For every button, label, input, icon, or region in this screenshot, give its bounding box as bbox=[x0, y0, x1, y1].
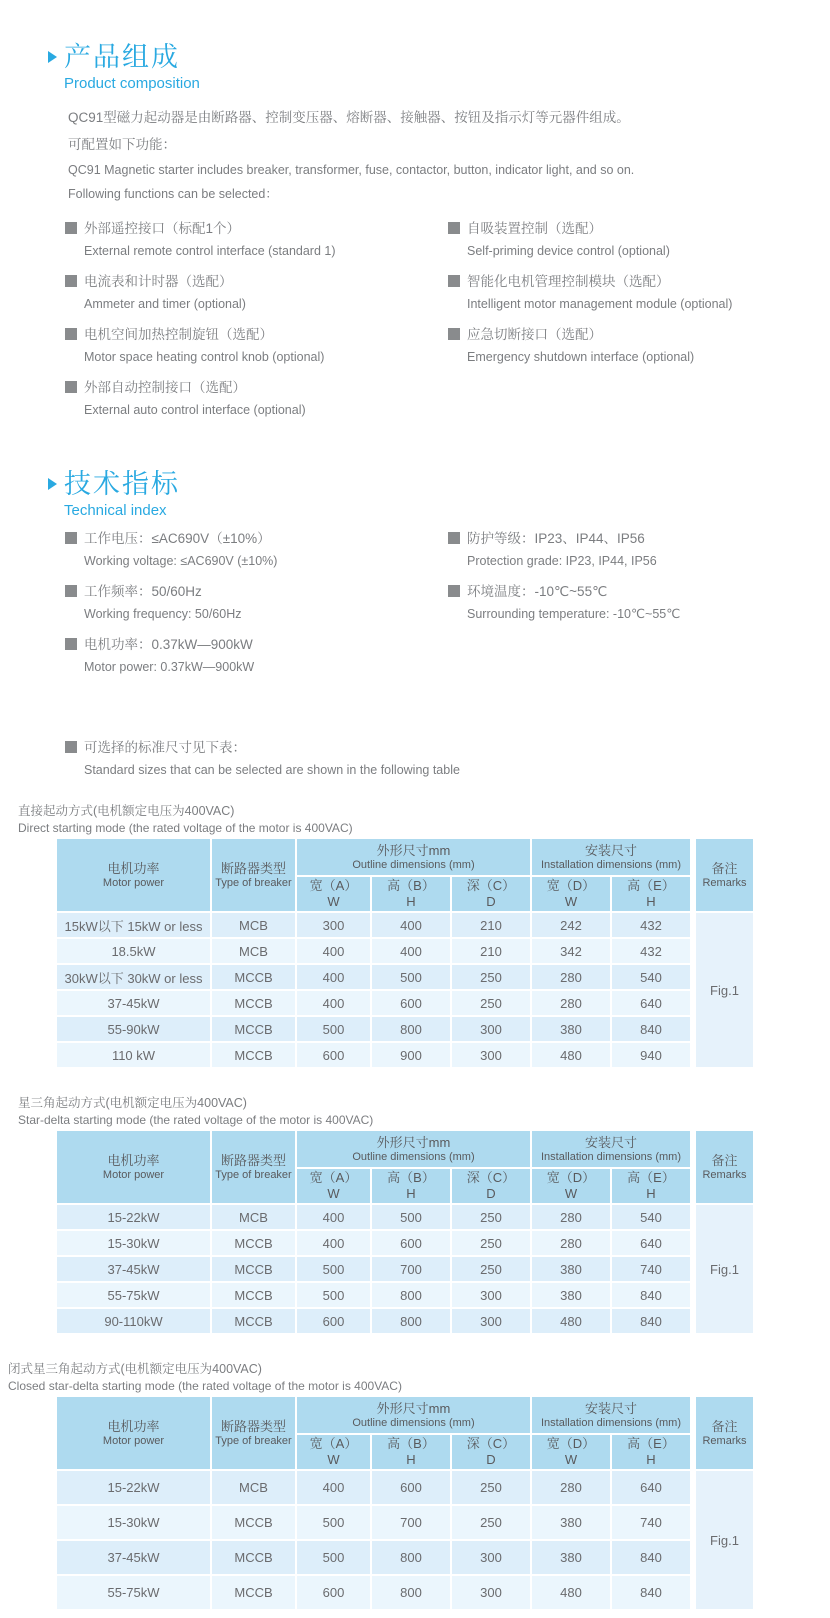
table-caption bbox=[8, 1361, 830, 1394]
table-cell: 640 bbox=[612, 991, 692, 1017]
feature-en: Ammeter and timer (optional) bbox=[84, 297, 246, 311]
feature-column-right bbox=[448, 218, 830, 430]
spec-zh: 工作频率：50/60Hz bbox=[84, 584, 202, 599]
table-cell: 600 bbox=[297, 1043, 372, 1069]
table-cell: 400 bbox=[297, 1471, 372, 1506]
spec-item bbox=[65, 528, 448, 572]
note-en: Standard sizes that can be selected are shown in the following table bbox=[84, 763, 460, 777]
table-cell: MCB bbox=[212, 913, 297, 939]
table-cell: MCCB bbox=[212, 1576, 297, 1611]
table-row bbox=[57, 1043, 755, 1069]
table-cell: 400 bbox=[297, 965, 372, 991]
col-breaker-type: 断路器类型 Type of breaker bbox=[212, 1397, 297, 1471]
table-cell: 640 bbox=[612, 1231, 692, 1257]
table-cell: 840 bbox=[612, 1283, 692, 1309]
square-bullet-icon bbox=[448, 275, 460, 287]
table-cell: 500 bbox=[372, 1205, 452, 1231]
feature-item bbox=[65, 271, 448, 315]
spec-zh: 工作电压：≤AC690V（±10%） bbox=[84, 531, 271, 546]
table-cell: 840 bbox=[612, 1541, 692, 1576]
table-row bbox=[57, 939, 755, 965]
table-cell: 15kW以下 15kW or less bbox=[57, 913, 212, 939]
table-row bbox=[57, 965, 755, 991]
table-cell: MCCB bbox=[212, 1283, 297, 1309]
table-caption-zh: 星三角起动方式(电机额定电压为400VAC) bbox=[18, 1096, 247, 1110]
table-cell: 18.5kW bbox=[57, 939, 212, 965]
col-height-b: 高（B） H bbox=[372, 877, 452, 913]
table-cell: 600 bbox=[372, 1471, 452, 1506]
col-height-e: 高（E） H bbox=[612, 877, 692, 913]
feature-item bbox=[448, 271, 830, 315]
table-cell: 700 bbox=[372, 1257, 452, 1283]
table-cell: 900 bbox=[372, 1043, 452, 1069]
table-block-direct-starting bbox=[18, 803, 830, 1069]
table-cell: 480 bbox=[532, 1309, 612, 1335]
section-technical-index bbox=[0, 469, 830, 781]
section-title-zh: 技术指标 bbox=[64, 469, 180, 499]
table-cell: 840 bbox=[612, 1576, 692, 1611]
table-cell: 600 bbox=[372, 1231, 452, 1257]
table-remark: Fig.1 bbox=[692, 913, 755, 1069]
col-breaker-type: 断路器类型 Type of breaker bbox=[212, 1131, 297, 1205]
table-cell: 280 bbox=[532, 1231, 612, 1257]
table-cell: 740 bbox=[612, 1506, 692, 1541]
table-cell: 400 bbox=[297, 939, 372, 965]
table-cell: 30kW以下 30kW or less bbox=[57, 965, 212, 991]
table-cell: 700 bbox=[372, 1506, 452, 1541]
table-cell: 840 bbox=[612, 1017, 692, 1043]
col-height-b: 高（B） H bbox=[372, 1435, 452, 1471]
feature-zh: 外部遥控接口（标配1个） bbox=[84, 221, 241, 236]
spec-list bbox=[65, 528, 830, 687]
table-row bbox=[57, 913, 755, 939]
col-motor-power: 电机功率 Motor power bbox=[57, 839, 212, 913]
feature-item bbox=[65, 218, 448, 262]
col-installation-dimensions: 安装尺寸 Installation dimensions (mm) bbox=[532, 839, 692, 877]
table-cell: 800 bbox=[372, 1283, 452, 1309]
col-motor-power: 电机功率 Motor power bbox=[57, 1397, 212, 1471]
table-cell: 480 bbox=[532, 1576, 612, 1611]
table-row bbox=[57, 1471, 755, 1506]
spec-item bbox=[65, 634, 448, 678]
table-cell: 400 bbox=[297, 1205, 372, 1231]
table-cell: MCCB bbox=[212, 1506, 297, 1541]
table-cell: 55-90kW bbox=[57, 1017, 212, 1043]
table-cell: 800 bbox=[372, 1017, 452, 1043]
table-caption bbox=[18, 803, 830, 836]
col-outline-dimensions: 外形尺寸mm Outline dimensions (mm) bbox=[297, 1397, 532, 1435]
table-cell: 250 bbox=[452, 1471, 532, 1506]
table-cell: 940 bbox=[612, 1043, 692, 1069]
col-height-b: 高（B） H bbox=[372, 1169, 452, 1205]
table-cell: 380 bbox=[532, 1506, 612, 1541]
table-block-closed-star-delta bbox=[8, 1361, 830, 1611]
triangle-bullet-icon bbox=[48, 51, 57, 63]
table-cell: 380 bbox=[532, 1257, 612, 1283]
table-cell: 640 bbox=[612, 1471, 692, 1506]
table-row bbox=[57, 1576, 755, 1611]
table-cell: MCCB bbox=[212, 965, 297, 991]
table-cell: 250 bbox=[452, 1506, 532, 1541]
table-cell: 37-45kW bbox=[57, 1541, 212, 1576]
table-cell: 342 bbox=[532, 939, 612, 965]
table-cell: 480 bbox=[532, 1043, 612, 1069]
feature-en: External remote control interface (standard 1) bbox=[84, 244, 336, 258]
table-cell: 800 bbox=[372, 1541, 452, 1576]
table-cell: 500 bbox=[372, 965, 452, 991]
table-caption-en: Closed star-delta starting mode (the rated voltage of the motor is 400VAC) bbox=[8, 1379, 402, 1393]
table-body bbox=[57, 1205, 755, 1335]
feature-zh: 电流表和计时器（选配） bbox=[84, 274, 233, 289]
square-bullet-icon bbox=[448, 532, 460, 544]
table-row bbox=[57, 1205, 755, 1231]
spec-en: Working voltage: ≤AC690V (±10%) bbox=[84, 554, 278, 568]
feature-item bbox=[65, 377, 448, 421]
table-cell: 500 bbox=[297, 1541, 372, 1576]
note-zh: 可选择的标准尺寸见下表： bbox=[84, 740, 246, 755]
intro-zh-line2: 可配置如下功能： bbox=[68, 137, 176, 152]
table-cell: MCCB bbox=[212, 1309, 297, 1335]
square-bullet-icon bbox=[65, 381, 77, 393]
col-width-d: 宽（D） W bbox=[532, 1435, 612, 1471]
table-block-star-delta bbox=[18, 1095, 830, 1335]
square-bullet-icon bbox=[65, 585, 77, 597]
col-remarks: 备注 Remarks bbox=[692, 1131, 755, 1205]
square-bullet-icon bbox=[65, 638, 77, 650]
col-width-d: 宽（D） W bbox=[532, 877, 612, 913]
spec-en: Surrounding temperature: -10℃~55℃ bbox=[467, 607, 681, 621]
table-cell: 300 bbox=[297, 913, 372, 939]
square-bullet-icon bbox=[448, 585, 460, 597]
spec-table-2 bbox=[57, 1131, 755, 1335]
table-cell: 280 bbox=[532, 1471, 612, 1506]
table-cell: 380 bbox=[532, 1283, 612, 1309]
table-cell: 15-30kW bbox=[57, 1231, 212, 1257]
table-cell: 300 bbox=[452, 1309, 532, 1335]
table-cell: MCB bbox=[212, 1471, 297, 1506]
col-outline-dimensions: 外形尺寸mm Outline dimensions (mm) bbox=[297, 1131, 532, 1169]
table-cell: 300 bbox=[452, 1043, 532, 1069]
section-heading bbox=[48, 42, 830, 94]
section-heading bbox=[48, 469, 830, 521]
table-head bbox=[57, 839, 755, 913]
feature-item bbox=[448, 218, 830, 262]
feature-en: Intelligent motor management module (optional) bbox=[467, 297, 733, 311]
square-bullet-icon bbox=[65, 532, 77, 544]
table-row bbox=[57, 1309, 755, 1335]
col-height-e: 高（E） H bbox=[612, 1169, 692, 1205]
table-cell: MCB bbox=[212, 939, 297, 965]
spec-en: Motor power: 0.37kW—900kW bbox=[84, 660, 255, 674]
table-cell: 15-22kW bbox=[57, 1205, 212, 1231]
table-cell: 300 bbox=[452, 1576, 532, 1611]
feature-zh: 自吸装置控制（选配） bbox=[467, 221, 602, 236]
table-cell: 250 bbox=[452, 965, 532, 991]
table-remark: Fig.1 bbox=[692, 1205, 755, 1335]
square-bullet-icon bbox=[448, 222, 460, 234]
table-caption bbox=[18, 1095, 830, 1128]
feature-en: External auto control interface (optional) bbox=[84, 403, 306, 417]
col-width-a: 宽（A） W bbox=[297, 877, 372, 913]
table-cell: 110 kW bbox=[57, 1043, 212, 1069]
table-cell: 740 bbox=[612, 1257, 692, 1283]
table-cell: 15-22kW bbox=[57, 1471, 212, 1506]
table-cell: 540 bbox=[612, 965, 692, 991]
intro-en-line2: Following functions can be selected： bbox=[68, 187, 278, 201]
table-cell: 15-30kW bbox=[57, 1506, 212, 1541]
table-row bbox=[57, 1541, 755, 1576]
table-cell: MCCB bbox=[212, 1043, 297, 1069]
table-cell: 600 bbox=[297, 1309, 372, 1335]
table-row bbox=[57, 1017, 755, 1043]
feature-en: Motor space heating control knob (optional) bbox=[84, 350, 325, 364]
table-row bbox=[57, 1506, 755, 1541]
feature-zh: 外部自动控制接口（选配） bbox=[84, 380, 246, 395]
table-cell: MCCB bbox=[212, 1231, 297, 1257]
table-cell: 540 bbox=[612, 1205, 692, 1231]
feature-zh: 智能化电机管理控制模块（选配） bbox=[467, 274, 670, 289]
table-body bbox=[57, 1471, 755, 1611]
feature-item bbox=[448, 324, 830, 368]
table-cell: 500 bbox=[297, 1506, 372, 1541]
table-cell: 500 bbox=[297, 1283, 372, 1309]
section-product-composition bbox=[0, 42, 830, 430]
feature-zh: 应急切断接口（选配） bbox=[467, 327, 602, 342]
standard-sizes-note bbox=[65, 736, 830, 781]
col-depth-c: 深（C） D bbox=[452, 1435, 532, 1471]
table-cell: 500 bbox=[297, 1017, 372, 1043]
table-cell: 500 bbox=[297, 1257, 372, 1283]
table-cell: 800 bbox=[372, 1576, 452, 1611]
feature-item bbox=[65, 324, 448, 368]
feature-en: Self-priming device control (optional) bbox=[467, 244, 670, 258]
square-bullet-icon bbox=[448, 328, 460, 340]
table-body bbox=[57, 913, 755, 1069]
table-remark: Fig.1 bbox=[692, 1471, 755, 1611]
col-width-a: 宽（A） W bbox=[297, 1169, 372, 1205]
table-cell: 210 bbox=[452, 939, 532, 965]
feature-en: Emergency shutdown interface (optional) bbox=[467, 350, 695, 364]
square-bullet-icon bbox=[65, 222, 77, 234]
table-cell: 600 bbox=[297, 1576, 372, 1611]
table-cell: 432 bbox=[612, 913, 692, 939]
intro-zh-line1: QC91型磁力起动器是由断路器、控制变压器、熔断器、接触器、按钮及指示灯等元器件组成。 bbox=[68, 110, 630, 125]
table-cell: MCB bbox=[212, 1205, 297, 1231]
table-cell: 55-75kW bbox=[57, 1576, 212, 1611]
col-width-d: 宽（D） W bbox=[532, 1169, 612, 1205]
col-remarks: 备注 Remarks bbox=[692, 839, 755, 913]
spec-item bbox=[65, 581, 448, 625]
section-title-zh: 产品组成 bbox=[64, 42, 180, 72]
spec-table-3 bbox=[57, 1397, 755, 1611]
spec-column-left bbox=[65, 528, 448, 687]
table-cell: 55-75kW bbox=[57, 1283, 212, 1309]
table-cell: MCCB bbox=[212, 1017, 297, 1043]
col-breaker-type: 断路器类型 Type of breaker bbox=[212, 839, 297, 913]
table-cell: 37-45kW bbox=[57, 991, 212, 1017]
table-head bbox=[57, 1131, 755, 1205]
table-cell: 250 bbox=[452, 1231, 532, 1257]
table-cell: 280 bbox=[532, 1205, 612, 1231]
table-cell: 400 bbox=[372, 913, 452, 939]
table-cell: 380 bbox=[532, 1017, 612, 1043]
spec-item bbox=[448, 528, 830, 572]
table-cell: 432 bbox=[612, 939, 692, 965]
table-cell: MCCB bbox=[212, 1257, 297, 1283]
section-title-en: Technical index bbox=[64, 502, 167, 519]
intro-paragraphs bbox=[68, 104, 830, 206]
feature-column-left bbox=[65, 218, 448, 430]
col-depth-c: 深（C） D bbox=[452, 1169, 532, 1205]
table-cell: 280 bbox=[532, 991, 612, 1017]
table-cell: 280 bbox=[532, 965, 612, 991]
table-row bbox=[57, 991, 755, 1017]
table-cell: MCCB bbox=[212, 1541, 297, 1576]
table-cell: 300 bbox=[452, 1017, 532, 1043]
table-cell: 37-45kW bbox=[57, 1257, 212, 1283]
table-caption-zh: 直接起动方式(电机额定电压为400VAC) bbox=[18, 804, 235, 818]
spec-zh: 电机功率：0.37kW—900kW bbox=[84, 637, 253, 652]
square-bullet-icon bbox=[65, 328, 77, 340]
table-cell: 400 bbox=[297, 1231, 372, 1257]
table-cell: 400 bbox=[372, 939, 452, 965]
col-installation-dimensions: 安装尺寸 Installation dimensions (mm) bbox=[532, 1131, 692, 1169]
table-head bbox=[57, 1397, 755, 1471]
table-caption-zh: 闭式星三角起动方式(电机额定电压为400VAC) bbox=[8, 1362, 262, 1376]
table-cell: 250 bbox=[452, 991, 532, 1017]
square-bullet-icon bbox=[65, 741, 77, 753]
table-cell: 800 bbox=[372, 1309, 452, 1335]
square-bullet-icon bbox=[65, 275, 77, 287]
table-row bbox=[57, 1283, 755, 1309]
col-width-a: 宽（A） W bbox=[297, 1435, 372, 1471]
feature-list bbox=[65, 218, 830, 430]
col-remarks: 备注 Remarks bbox=[692, 1397, 755, 1471]
table-cell: MCCB bbox=[212, 991, 297, 1017]
table-cell: 250 bbox=[452, 1205, 532, 1231]
triangle-bullet-icon bbox=[48, 478, 57, 490]
spec-zh: 环境温度：-10℃~55℃ bbox=[467, 584, 608, 599]
section-title-en: Product composition bbox=[64, 75, 200, 92]
col-height-e: 高（E） H bbox=[612, 1435, 692, 1471]
table-cell: 840 bbox=[612, 1309, 692, 1335]
spec-column-right bbox=[448, 528, 830, 687]
spec-en: Protection grade: IP23, IP44, IP56 bbox=[467, 554, 657, 568]
col-outline-dimensions: 外形尺寸mm Outline dimensions (mm) bbox=[297, 839, 532, 877]
table-row bbox=[57, 1257, 755, 1283]
table-cell: 400 bbox=[297, 991, 372, 1017]
feature-zh: 电机空间加热控制旋钮（选配） bbox=[84, 327, 273, 342]
table-cell: 600 bbox=[372, 991, 452, 1017]
col-motor-power: 电机功率 Motor power bbox=[57, 1131, 212, 1205]
table-cell: 90-110kW bbox=[57, 1309, 212, 1335]
spec-zh: 防护等级：IP23、IP44、IP56 bbox=[467, 531, 645, 546]
table-caption-en: Star-delta starting mode (the rated voltage of the motor is 400VAC) bbox=[18, 1113, 374, 1127]
table-cell: 300 bbox=[452, 1283, 532, 1309]
table-row bbox=[57, 1231, 755, 1257]
table-caption-en: Direct starting mode (the rated voltage of the motor is 400VAC) bbox=[18, 821, 353, 835]
table-cell: 242 bbox=[532, 913, 612, 939]
spec-table-1 bbox=[57, 839, 755, 1069]
spec-en: Working frequency: 50/60Hz bbox=[84, 607, 242, 621]
intro-en-line1: QC91 Magnetic starter includes breaker, transformer, fuse, contactor, button, indicator light, and so on. bbox=[68, 163, 635, 177]
col-installation-dimensions: 安装尺寸 Installation dimensions (mm) bbox=[532, 1397, 692, 1435]
table-cell: 300 bbox=[452, 1541, 532, 1576]
spec-item bbox=[448, 581, 830, 625]
table-cell: 380 bbox=[532, 1541, 612, 1576]
col-depth-c: 深（C） D bbox=[452, 877, 532, 913]
table-cell: 210 bbox=[452, 913, 532, 939]
table-cell: 250 bbox=[452, 1257, 532, 1283]
